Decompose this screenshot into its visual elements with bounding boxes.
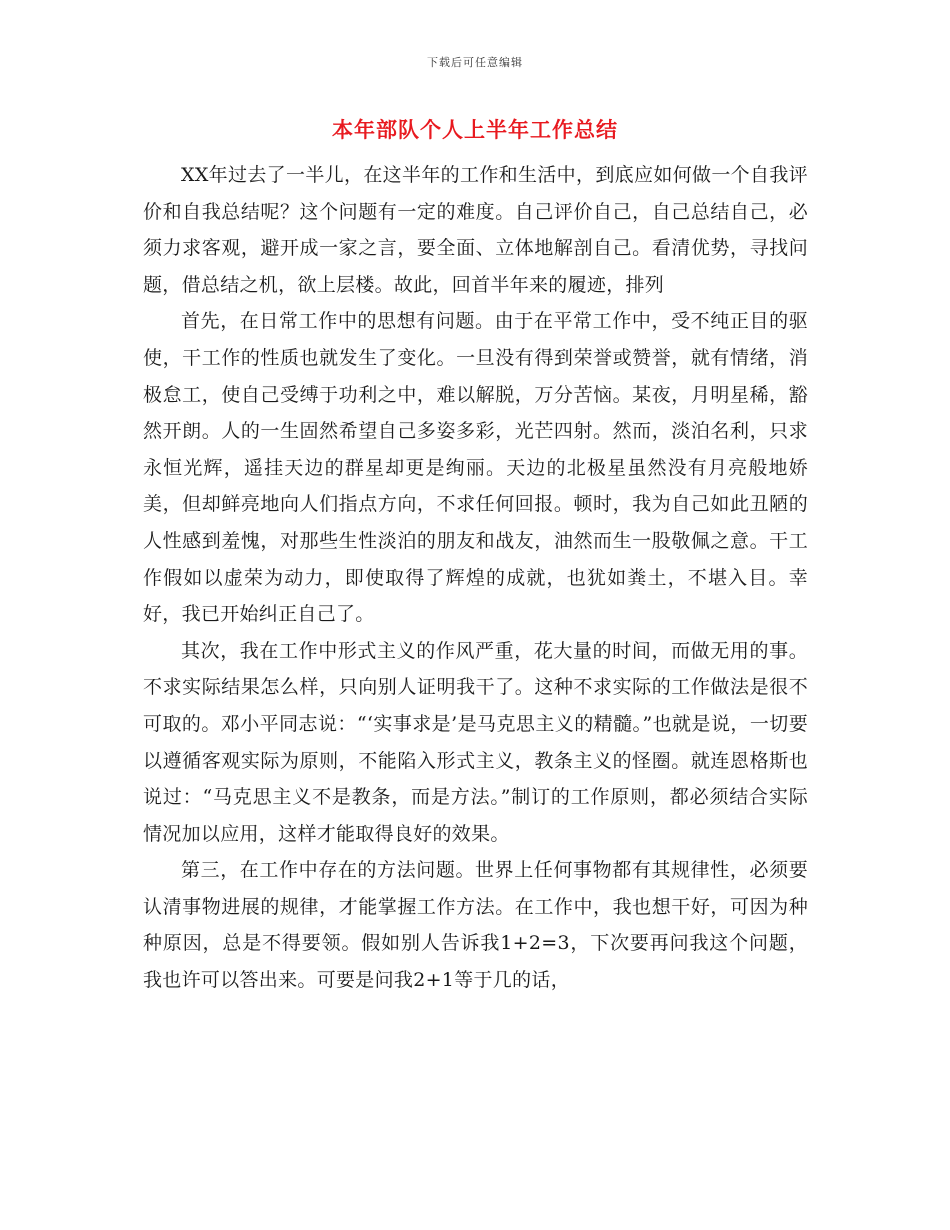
document-body [143, 157, 808, 999]
paragraph-third: 第三，在工作中存在的方法问题。世界上任何事物都有其规律性，必须要认清事物进展的规律，才能掌握工作方法。在工作中，我也想干好，可因为种种原因，总是不得要领。假如别人告诉我1+2=3，下次要再问我这个问题，我也许可以答出来。可要是问我2+1等于几的话， [143, 859, 808, 992]
paragraph-intro: XX年过去了一半儿，在这半年的工作和生活中，到底应如何做一个自我评价和自我总结呢？这个问题有一定的难度。自己评价自己，自己总结自己，必须力求客观，避开成一家之言，要全面、立体地解剖自己。看清优势，寻找问题，借总结之机，欲上层楼。故此，回首半年来的履迹，排列 [143, 164, 808, 296]
paragraph-first: 首先，在日常工作中的思想有问题。由于在平常工作中，受不纯正目的驱使，干工作的性质也就发生了变化。一旦没有得到荣誉或赞誉，就有情绪，消极怠工，使自己受缚于功利之中，难以解脱，万分苦恼。某夜，月明星稀，豁然开朗。人的一生固然希望自己多姿多彩，光芒四射。然而，淡泊名利，只求永恒光辉，遥挂天边的群星却更是绚丽。天边的北极星虽然没有月亮般地娇美，但却鲜亮地向人们指点方向，不求任何回报。顿时，我为自己如此丑陋的人性感到羞愧，对那些生性淡泊的朋友和战友，油然而生一股敬佩之意。干工作假如以虚荣为动力，即使取得了辉煌的成就，也犹如粪土，不堪入目。幸好，我已开始纠正自己了。 [143, 310, 808, 626]
header-note: 下载后可任意编辑 [427, 56, 523, 69]
document-title: 本年部队个人上半年工作总结 [332, 117, 618, 142]
paragraph-second: 其次，我在工作中形式主义的作风严重，花大量的时间，而做无用的事。不求实际结果怎么样，只向别人证明我干了。这种不求实际的工作做法是很不可取的。邓小平同志说：“‘实事求是’是马克思主义的精髓。”也就是说，一切要以遵循客观实际为原则，不能陷入形式主义，教条主义的怪圈。就连恩格斯也说过：“马克思主义不是教条，而是方法。”制订的工作原则，都必须结合实际情况加以应用，这样才能取得良好的效果。 [143, 639, 808, 845]
